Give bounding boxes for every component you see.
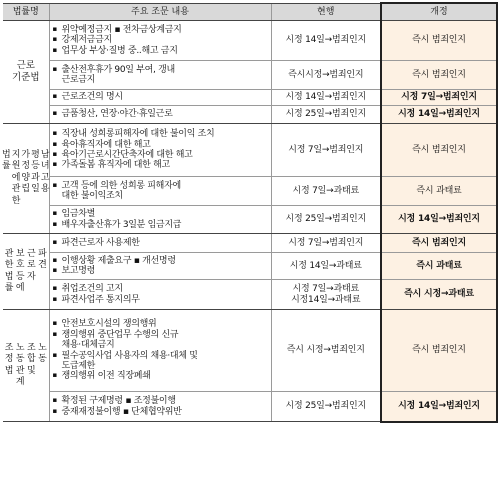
bullet-icon: ▪ — [52, 219, 57, 228]
current-cell — [271, 90, 381, 106]
revised-cell — [381, 124, 497, 177]
current-text: 시정 7일→범죄인지 — [288, 237, 364, 248]
content-item — [53, 340, 268, 350]
current-cell — [271, 61, 381, 90]
header-law: 법률명 — [3, 3, 49, 21]
current-text: 시정 7일→과태료 — [292, 185, 359, 196]
content-item-text: 근로조건의 명시 — [61, 92, 123, 103]
content-item — [53, 109, 268, 119]
content-cell — [49, 106, 271, 124]
content-item — [53, 407, 268, 417]
law-name-column: 지원에관한 — [11, 149, 21, 206]
revised-text: 즉시 과태료 — [416, 185, 462, 196]
bullet-icon: ▪ — [52, 255, 57, 264]
revised-text: 즉시 범죄인지 — [412, 345, 466, 356]
revised-cell — [381, 61, 497, 90]
content-item — [53, 266, 268, 276]
table-row — [3, 21, 497, 61]
bullet-icon: ▪ — [52, 406, 57, 415]
content-item-text: 고객 등에 의한 성희롱 피해자에 — [61, 180, 181, 191]
content-item — [53, 330, 268, 340]
content-item — [53, 35, 268, 45]
law-name-line: 기준법 — [11, 72, 40, 83]
bullet-icon: ▪ — [52, 284, 57, 293]
revised-cell — [381, 21, 497, 61]
content-item — [53, 351, 268, 361]
law-name-cell — [3, 124, 49, 234]
content-cell — [49, 234, 271, 253]
page — [0, 2, 500, 498]
content-item-text: 쟁의행위 중단업무 수행의 신규 — [61, 329, 179, 340]
bullet-icon: ▪ — [52, 109, 57, 118]
table-row — [3, 177, 497, 206]
bullet-icon: ▪ — [52, 319, 57, 328]
law-name-column: 법률 — [2, 149, 11, 172]
law-name-cell — [3, 310, 49, 422]
content-item — [53, 295, 268, 305]
revised-text: 즉시 범죄인지 — [412, 237, 466, 248]
revised-text: 시정 14일→범죄인지 — [398, 109, 480, 120]
current-cell — [271, 206, 381, 234]
current-text: 시정 7일→범죄인지 — [288, 144, 364, 155]
law-name-column: 관한법률 — [4, 248, 14, 293]
content-cell — [49, 253, 271, 280]
content-cell — [49, 124, 271, 177]
content-item-text: 채용·대체금지 — [61, 340, 115, 351]
revised-cell — [381, 234, 497, 253]
current-cell — [271, 392, 381, 422]
law-name-line: 근로 — [16, 60, 35, 72]
table-row — [3, 234, 497, 253]
content-item-text: 확정된 구제명령 ▪ 조정불이행 — [61, 396, 176, 407]
bullet-icon: ▪ — [52, 92, 57, 101]
bullet-icon: ▪ — [52, 150, 57, 158]
current-cell — [271, 124, 381, 177]
content-item-text: 임금차별 — [61, 209, 96, 220]
content-item-text: 위약예정금지 ▪ 전차금상계금지 — [61, 24, 182, 35]
revised-text: 즉시 시정→과태료 — [404, 289, 474, 300]
content-item-text: 보고명령 — [61, 266, 96, 276]
content-item — [53, 65, 268, 75]
content-item — [53, 238, 268, 248]
revised-cell — [381, 310, 497, 392]
law-name-cell — [3, 21, 49, 124]
current-text: 시정 25일→범죄인지 — [285, 401, 366, 412]
content-item-text: 이행상황 제출요구 ▪ 개선명령 — [61, 255, 176, 266]
content-item — [53, 284, 268, 294]
content-item-text: 필수공익사업 사용자의 채용·대체 및 — [61, 350, 198, 361]
content-item — [53, 220, 268, 230]
revised-cell — [381, 280, 497, 310]
bullet-icon: ▪ — [52, 129, 57, 138]
content-item-text: 취업조건의 고지 — [61, 284, 123, 295]
law-name-column: 조정법 — [4, 342, 14, 376]
bullet-icon: ▪ — [52, 396, 57, 405]
table-row — [3, 253, 497, 280]
content-cell — [49, 61, 271, 90]
content-item — [53, 209, 268, 219]
law-name-column: 가정양립 — [21, 149, 31, 195]
bullet-icon: ▪ — [52, 266, 57, 274]
content-item-text: 근로금지 — [61, 75, 96, 85]
content-item-text: 육아기근로시간단축자에 대한 해고 — [61, 150, 193, 160]
table-row — [3, 106, 497, 124]
content-item-text: 쟁의행위 이전 직장폐쇄 — [61, 371, 151, 382]
content-item-text: 출산전후휴가 90일 부여, 갱내 — [61, 64, 175, 75]
table-row — [3, 392, 497, 422]
table-row — [3, 206, 497, 234]
content-cell — [49, 310, 271, 392]
current-cell — [271, 177, 381, 206]
content-item — [53, 361, 268, 371]
table-row — [3, 280, 497, 310]
content-item-text: 안전보호시설의 쟁의행위 — [61, 319, 157, 330]
content-cell — [49, 392, 271, 422]
content-cell — [49, 177, 271, 206]
revised-text: 시정 14일→범죄인지 — [398, 214, 480, 225]
bullet-icon: ▪ — [52, 139, 57, 148]
bullet-icon: ▪ — [52, 237, 57, 246]
bullet-icon: ▪ — [52, 160, 57, 169]
content-item — [53, 396, 268, 406]
content-item-text: 직장내 성희롱피해자에 대한 불이익 조치 — [61, 129, 215, 140]
revised-cell — [381, 90, 497, 106]
law-name-cell — [3, 234, 49, 310]
content-item-text: 파견사업주 통지의무 — [61, 294, 140, 305]
content-item — [53, 75, 268, 85]
table-row — [3, 90, 497, 106]
content-item — [53, 319, 268, 329]
bullet-icon: ▪ — [52, 35, 57, 44]
bullet-icon: ▪ — [52, 294, 57, 303]
law-name-column: 평등과일 — [31, 149, 40, 195]
law-name-vertical — [4, 150, 48, 208]
content-item — [53, 160, 268, 170]
revised-text: 즉시 범죄인지 — [412, 35, 466, 46]
law-name-column: 조합및 — [26, 342, 36, 376]
law-name-column: 노동관계 — [15, 342, 25, 387]
content-item — [53, 256, 268, 266]
content-item-text: 도급제한 — [61, 360, 96, 371]
current-cell — [271, 310, 381, 392]
law-name-vertical — [4, 249, 48, 295]
content-cell — [49, 280, 271, 310]
revised-text: 시정 7일→범죄인지 — [401, 92, 477, 103]
current-cell — [271, 234, 381, 253]
header-revised: 개정 — [381, 3, 497, 21]
law-name-column: 노동 — [38, 342, 47, 364]
revised-cell — [381, 392, 497, 422]
current-text: 시정 14일→범죄인지 — [285, 35, 366, 46]
content-cell — [49, 90, 271, 106]
content-item-text: 금품청산, 연장·야간·휴일근로 — [61, 109, 173, 120]
revised-text: 시정 14일→범죄인지 — [398, 401, 480, 412]
current-text: 시정 7일→과태료 — [292, 284, 359, 295]
content-item — [53, 129, 268, 139]
current-cell — [271, 253, 381, 280]
bullet-icon: ▪ — [52, 329, 57, 338]
header-content: 주요 조문 내용 — [49, 3, 271, 21]
content-item-text: 중재재정불이행 ▪ 단체협약위반 — [61, 406, 182, 417]
content-item — [53, 371, 268, 381]
table-body — [3, 21, 497, 422]
revised-cell — [381, 253, 497, 280]
content-cell — [49, 206, 271, 234]
table-header-row — [3, 3, 497, 21]
bullet-icon: ▪ — [52, 24, 57, 33]
content-item-text: 강제저금금지 — [61, 35, 112, 46]
current-text: 시정 25일→범죄인지 — [285, 214, 366, 225]
content-item — [53, 181, 268, 191]
table-row — [3, 61, 497, 90]
current-text: 즉시 시정→범죄인지 — [286, 345, 365, 356]
header-current: 현행 — [271, 3, 381, 21]
current-text: 즉시시정→범죄인지 — [288, 69, 364, 80]
bullet-icon: ▪ — [52, 64, 57, 73]
content-cell — [49, 21, 271, 61]
content-item-text: 육아휴직자에 대한 해고 — [61, 139, 151, 150]
bullet-icon: ▪ — [52, 45, 57, 54]
content-item — [53, 140, 268, 150]
revised-text: 즉시 범죄인지 — [412, 69, 466, 80]
content-item — [53, 150, 268, 160]
current-cell — [271, 106, 381, 124]
revised-text: 즉시 범죄인지 — [412, 144, 466, 155]
content-item — [53, 46, 268, 56]
regulation-comparison-table — [3, 2, 498, 423]
revised-cell — [381, 106, 497, 124]
bullet-icon: ▪ — [52, 180, 57, 189]
law-name-column: 보호등에 — [15, 248, 25, 293]
current-text: 시정 14일→과태료 — [289, 260, 362, 271]
content-item-text: 파견근로자 사용제한 — [61, 237, 140, 248]
content-item — [53, 25, 268, 35]
content-item — [53, 191, 268, 201]
law-name-column: 남녀고용 — [40, 149, 50, 195]
bullet-icon: ▪ — [52, 371, 57, 380]
revised-cell — [381, 206, 497, 234]
revised-text: 즉시 과태료 — [416, 260, 462, 271]
bullet-icon: ▪ — [52, 209, 57, 218]
content-item-text: 업무상 부상·질병 중..해고 금지 — [61, 45, 178, 56]
content-item-text: 대한 불이익조치 — [61, 191, 123, 201]
law-name-column: 파견 — [38, 248, 47, 270]
revised-cell — [381, 177, 497, 206]
current-text: 시정14일→과태료 — [291, 294, 361, 305]
current-text: 시정 14일→범죄인지 — [285, 92, 366, 103]
current-cell — [271, 21, 381, 61]
law-name-vertical — [4, 343, 48, 389]
current-text: 시정 25일→범죄인지 — [285, 109, 366, 120]
content-item — [53, 92, 268, 102]
table-row — [3, 124, 497, 177]
content-item-text: 가족돌봄 휴직자에 대한 해고 — [61, 160, 170, 171]
table-row — [3, 310, 497, 392]
current-cell — [271, 280, 381, 310]
content-item-text: 배우자출산휴가 3일분 임금지급 — [61, 219, 182, 230]
law-name-column: 근로자 — [26, 248, 36, 282]
bullet-icon: ▪ — [52, 350, 57, 359]
